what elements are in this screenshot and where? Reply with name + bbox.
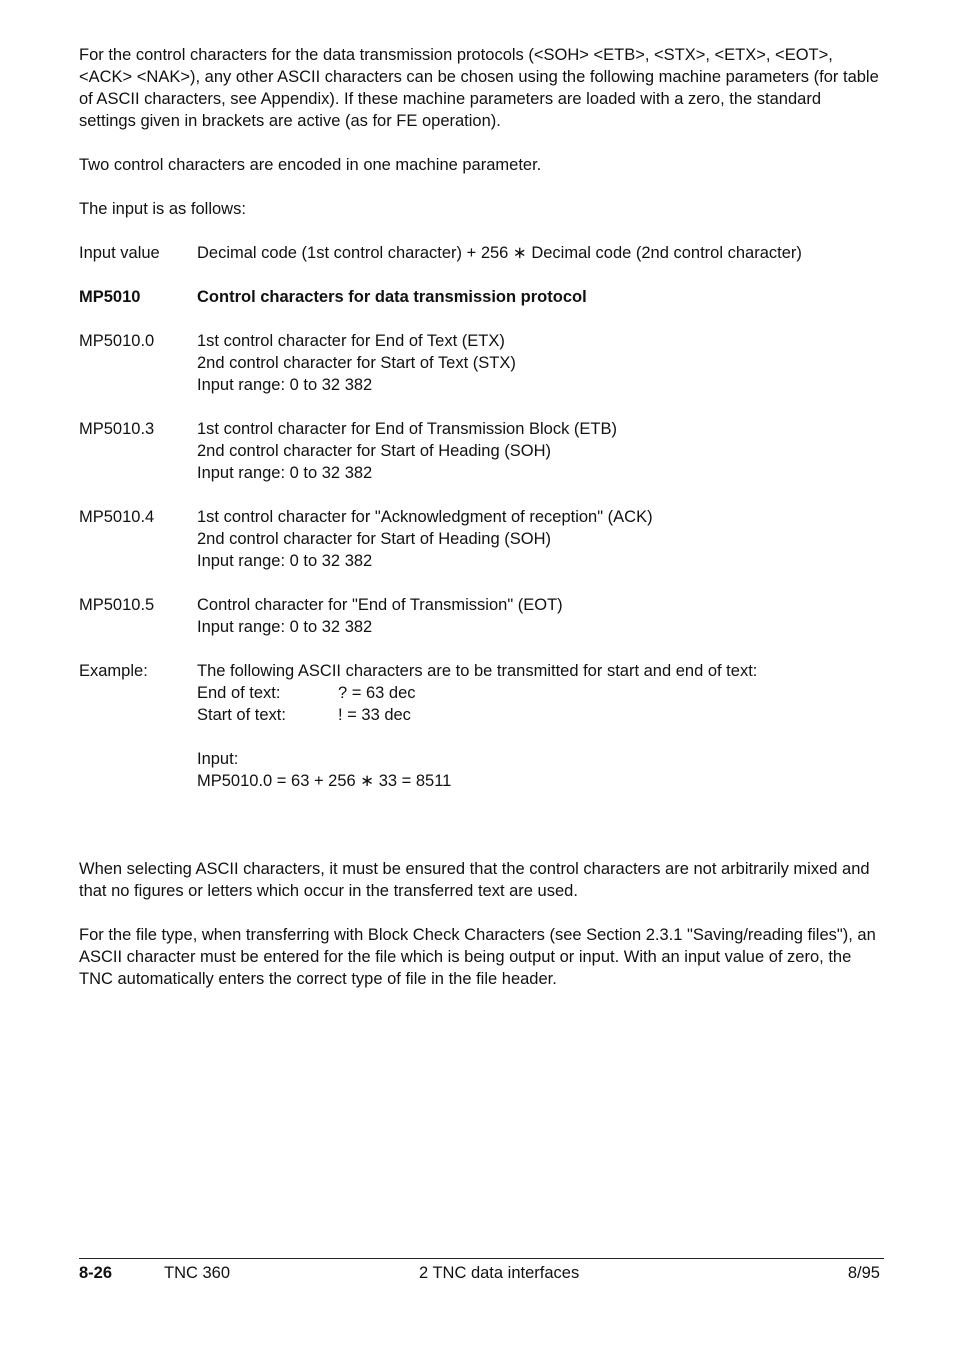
param-line: 1st control character for "Acknowledgment of reception" (ACK) [197, 508, 653, 526]
example-label: Example: [79, 662, 148, 680]
page-footer [79, 1258, 884, 1289]
intro-paragraph: For the control characters for the data transmission protocols (<SOH> <ETB>, <STX>, <ETX>, <EOT>, <ACK> <NAK>), any other ASCII characters can be chosen using the following machine parameters (for table of ASCII characters, see Appendix). If these machine parameters are loaded with a zero, the standard settings given in brackets are active (as for FE operation). [79, 46, 879, 130]
param-line: 2nd control character for Start of Text (STX) [197, 354, 516, 372]
example-input-formula: MP5010.0 = 63 + 256 ∗ 33 = 8511 [197, 772, 452, 790]
file-type-note: For the file type, when transferring with Block Check Characters (see Section 2.3.1 "Saving/reading files"), an ASCII character must be entered for the file which is being output or input. With an input value of zero, the TNC automatically enters the correct type of file in the file header. [79, 926, 876, 988]
example-start-key: Start of text: [197, 706, 286, 724]
param-line: Input range: 0 to 32 382 [197, 552, 373, 570]
example-end-key: End of text: [197, 684, 281, 702]
param-line: 1st control character for End of Text (ETX) [197, 332, 505, 350]
param-row [79, 418, 879, 484]
example-row [79, 660, 879, 792]
example-end-value: ? = 63 dec [338, 684, 416, 702]
param-row [79, 594, 879, 638]
mp5010-label: MP5010 [79, 288, 141, 306]
example-start-line [197, 704, 879, 726]
footer-page-number: 8-26 [79, 1264, 113, 1282]
param-line: 2nd control character for Start of Heading (SOH) [197, 530, 551, 548]
param-description [197, 418, 879, 484]
input-value-row [79, 242, 879, 264]
param-row [79, 506, 879, 572]
footer-product: TNC 360 [164, 1264, 231, 1282]
param-description [197, 594, 879, 638]
param-line: Control character for "End of Transmission" (EOT) [197, 596, 563, 614]
param-description [197, 506, 879, 572]
param-label: MP5010.4 [79, 508, 155, 526]
param-line: Input range: 0 to 32 382 [197, 464, 373, 482]
param-label: MP5010.3 [79, 420, 155, 438]
example-body [197, 660, 879, 792]
param-label: MP5010.0 [79, 332, 155, 350]
param-line: Input range: 0 to 32 382 [197, 376, 373, 394]
example-intro: The following ASCII characters are to be transmitted for start and end of text: [197, 662, 758, 680]
input-value-text: Decimal code (1st control character) + 256 ∗ Decimal code (2nd control character) [197, 244, 802, 262]
param-row [79, 330, 879, 396]
example-start-value: ! = 33 dec [338, 706, 411, 724]
param-description [197, 330, 879, 396]
param-line: 1st control character for End of Transmission Block (ETB) [197, 420, 617, 438]
mp5010-heading [79, 286, 879, 308]
example-input-label: Input: [197, 750, 239, 768]
param-label: MP5010.5 [79, 596, 155, 614]
input-value-label: Input value [79, 244, 160, 262]
param-line: 2nd control character for Start of Heading (SOH) [197, 442, 551, 460]
input-intro: The input is as follows: [79, 200, 246, 218]
page-content [79, 44, 879, 1012]
param-line: Input range: 0 to 32 382 [197, 618, 373, 636]
footer-section: 2 TNC data interfaces [419, 1264, 580, 1282]
footer-date: 8/95 [847, 1264, 880, 1282]
mp5010-title: Control characters for data transmission protocol [197, 288, 587, 306]
encoding-paragraph: Two control characters are encoded in one machine parameter. [79, 156, 542, 174]
selection-note: When selecting ASCII characters, it must be ensured that the control characters are not arbitrarily mixed and that no figures or letters which occur in the transferred text are used. [79, 860, 870, 900]
example-end-line [197, 682, 879, 704]
